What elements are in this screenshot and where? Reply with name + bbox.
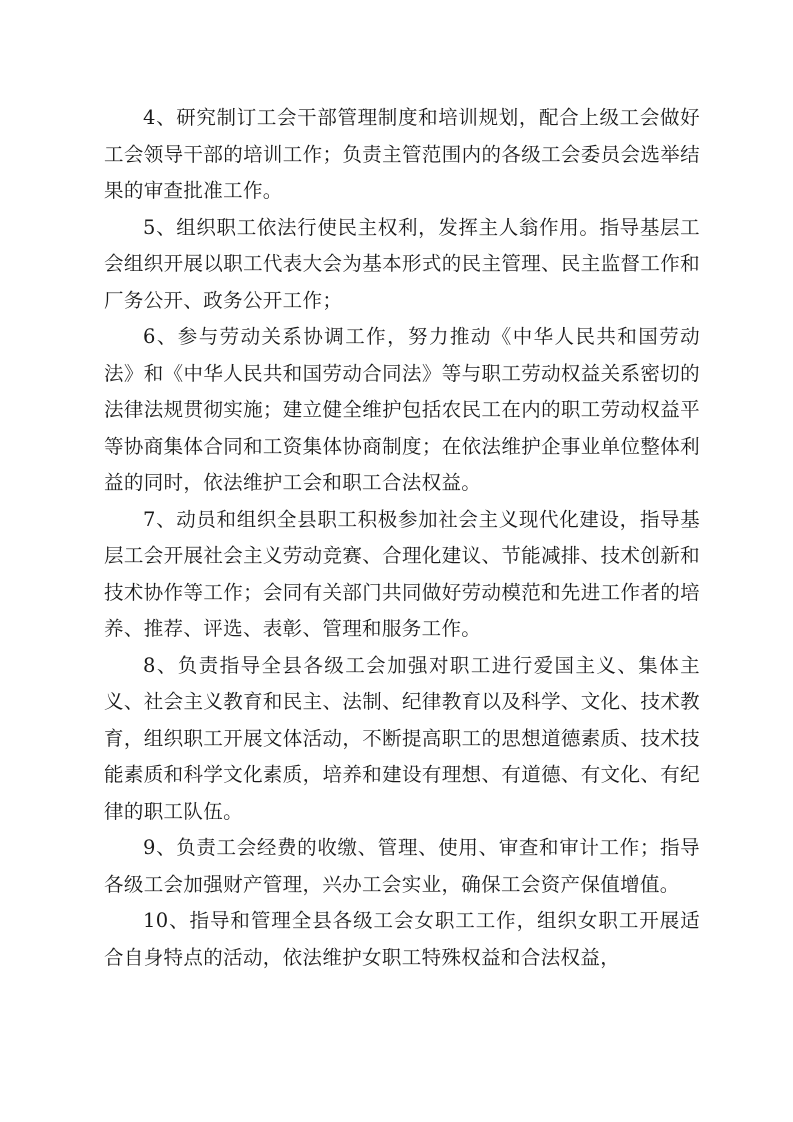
paragraph-item-6: 6、参与劳动关系协调工作，努力推动《中华人民共和国劳动法》和《中华人民共和国劳动合同法》等与职工劳动权益关系密切的法律法规贯彻实施；建立健全维护包括农民工在内的职工劳动权益平等协商集体合同和工资集体协商制度；在依法维护企事业单位整体利益的同时，依法维护工会和职工合法权益。 [104, 325, 700, 494]
paragraph-item-7: 7、动员和组织全县职工积极参加社会主义现代化建设，指导基层工会开展社会主义劳动竞赛、合理化建议、节能减排、技术创新和技术协作等工作；会同有关部门共同做好劳动模范和先进工作者的培养、推荐、评选、表彰、管理和服务工作。 [104, 507, 700, 640]
paragraph-item-4: 4、研究制订工会干部管理制度和培训规划，配合上级工会做好工会领导干部的培训工作；负责主管范围内的各级工会委员会选举结果的审查批准工作。 [104, 106, 700, 202]
document-body [104, 100, 700, 976]
paragraph-item-5: 5、组织职工依法行使民主权利，发挥主人翁作用。指导基层工会组织开展以职工代表大会为基本形式的民主管理、民主监督工作和厂务公开、政务公开工作； [104, 215, 700, 312]
paragraph-item-8: 8、负责指导全县各级工会加强对职工进行爱国主义、集体主义、社会主义教育和民主、法制、纪律教育以及科学、文化、技术教育，组织职工开展文体活动，不断提高职工的思想道德素质、技术技能素质和科学文化素质，培养和建设有理想、有道德、有文化、有纪律的职工队伍。 [104, 653, 700, 823]
paragraph-item-10: 10、指导和管理全县各级工会女职工工作，组织女职工开展适合自身特点的活动，依法维护女职工特殊权益和合法权益， [104, 909, 700, 969]
paragraph-item-9: 9、负责工会经费的收缴、管理、使用、审查和审计工作；指导各级工会加强财产管理，兴办工会实业，确保工会资产保值增值。 [104, 836, 700, 896]
